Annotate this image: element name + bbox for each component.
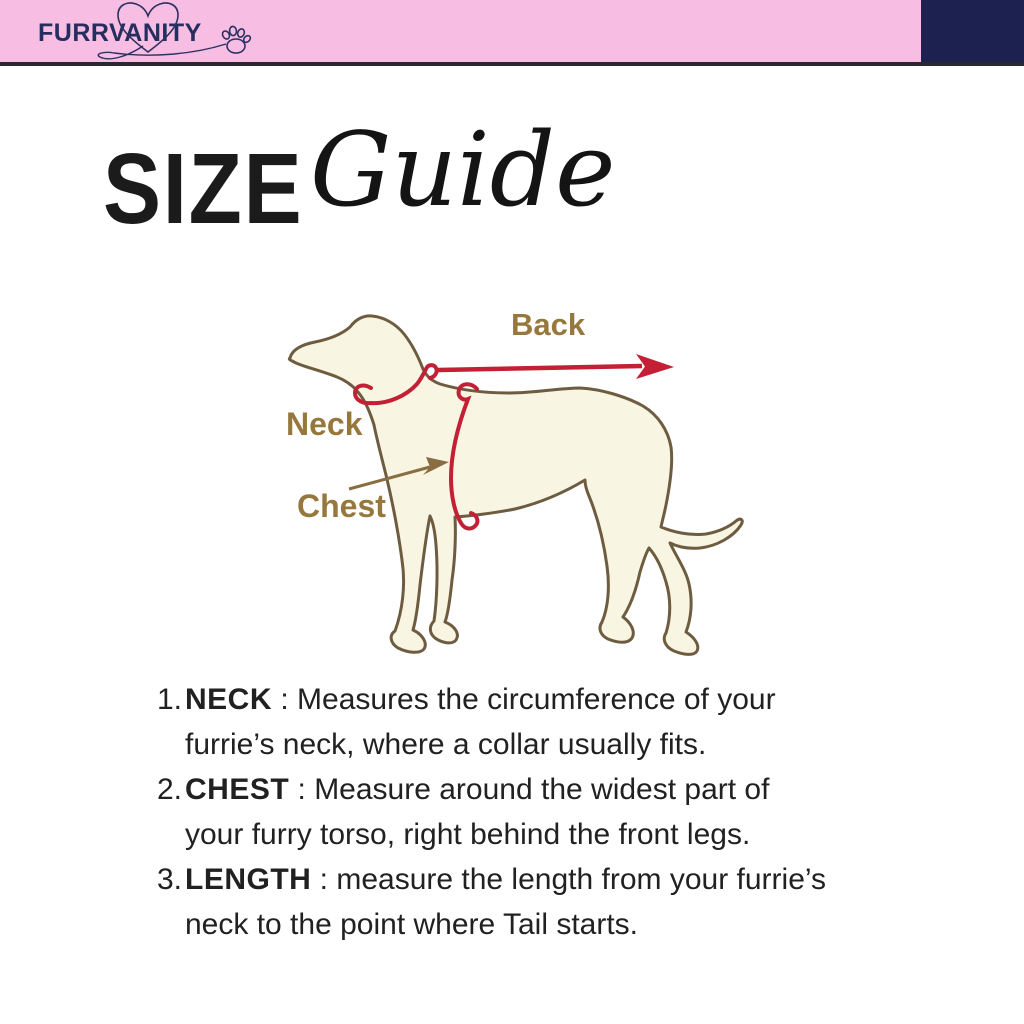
- item-text-line2: your furry torso, right behind the front legs.: [185, 818, 751, 851]
- brand-logo[interactable]: [30, 0, 265, 62]
- chest-label: Chest: [297, 488, 386, 524]
- item-number: 3.: [157, 863, 183, 896]
- instruction-item-length: [157, 857, 937, 947]
- item-text-line2: neck to the point where Tail starts.: [185, 908, 639, 941]
- item-text-line2: furrie’s neck, where a collar usually fits.: [185, 728, 707, 761]
- item-text-line1: : Measure around the widest part of: [289, 773, 770, 806]
- item-number: 1.: [157, 683, 183, 716]
- item-keyword: NECK: [185, 683, 273, 716]
- navy-accent-block: [921, 0, 1024, 62]
- neck-label: Neck: [286, 406, 363, 442]
- item-number: 2.: [157, 773, 183, 806]
- item-keyword: CHEST: [185, 773, 290, 806]
- title-guide-text: Guide: [310, 111, 616, 230]
- measurement-instructions: [157, 677, 937, 947]
- title-size-text: SIZE: [103, 133, 304, 245]
- back-measure-arrow: [438, 354, 674, 379]
- header-bar: [0, 0, 1024, 66]
- item-keyword: LENGTH: [185, 863, 312, 896]
- brand-name: FURRVANITY: [38, 19, 202, 47]
- paw-icon: [221, 26, 252, 53]
- dog-measurement-diagram: [250, 280, 770, 670]
- back-label: Back: [511, 307, 586, 342]
- instruction-item-neck: [157, 677, 937, 767]
- item-text-line1: : Measures the circumference of your: [272, 683, 776, 716]
- instruction-item-chest: [157, 767, 937, 857]
- item-text-line1: : measure the length from your furrie’s: [311, 863, 827, 896]
